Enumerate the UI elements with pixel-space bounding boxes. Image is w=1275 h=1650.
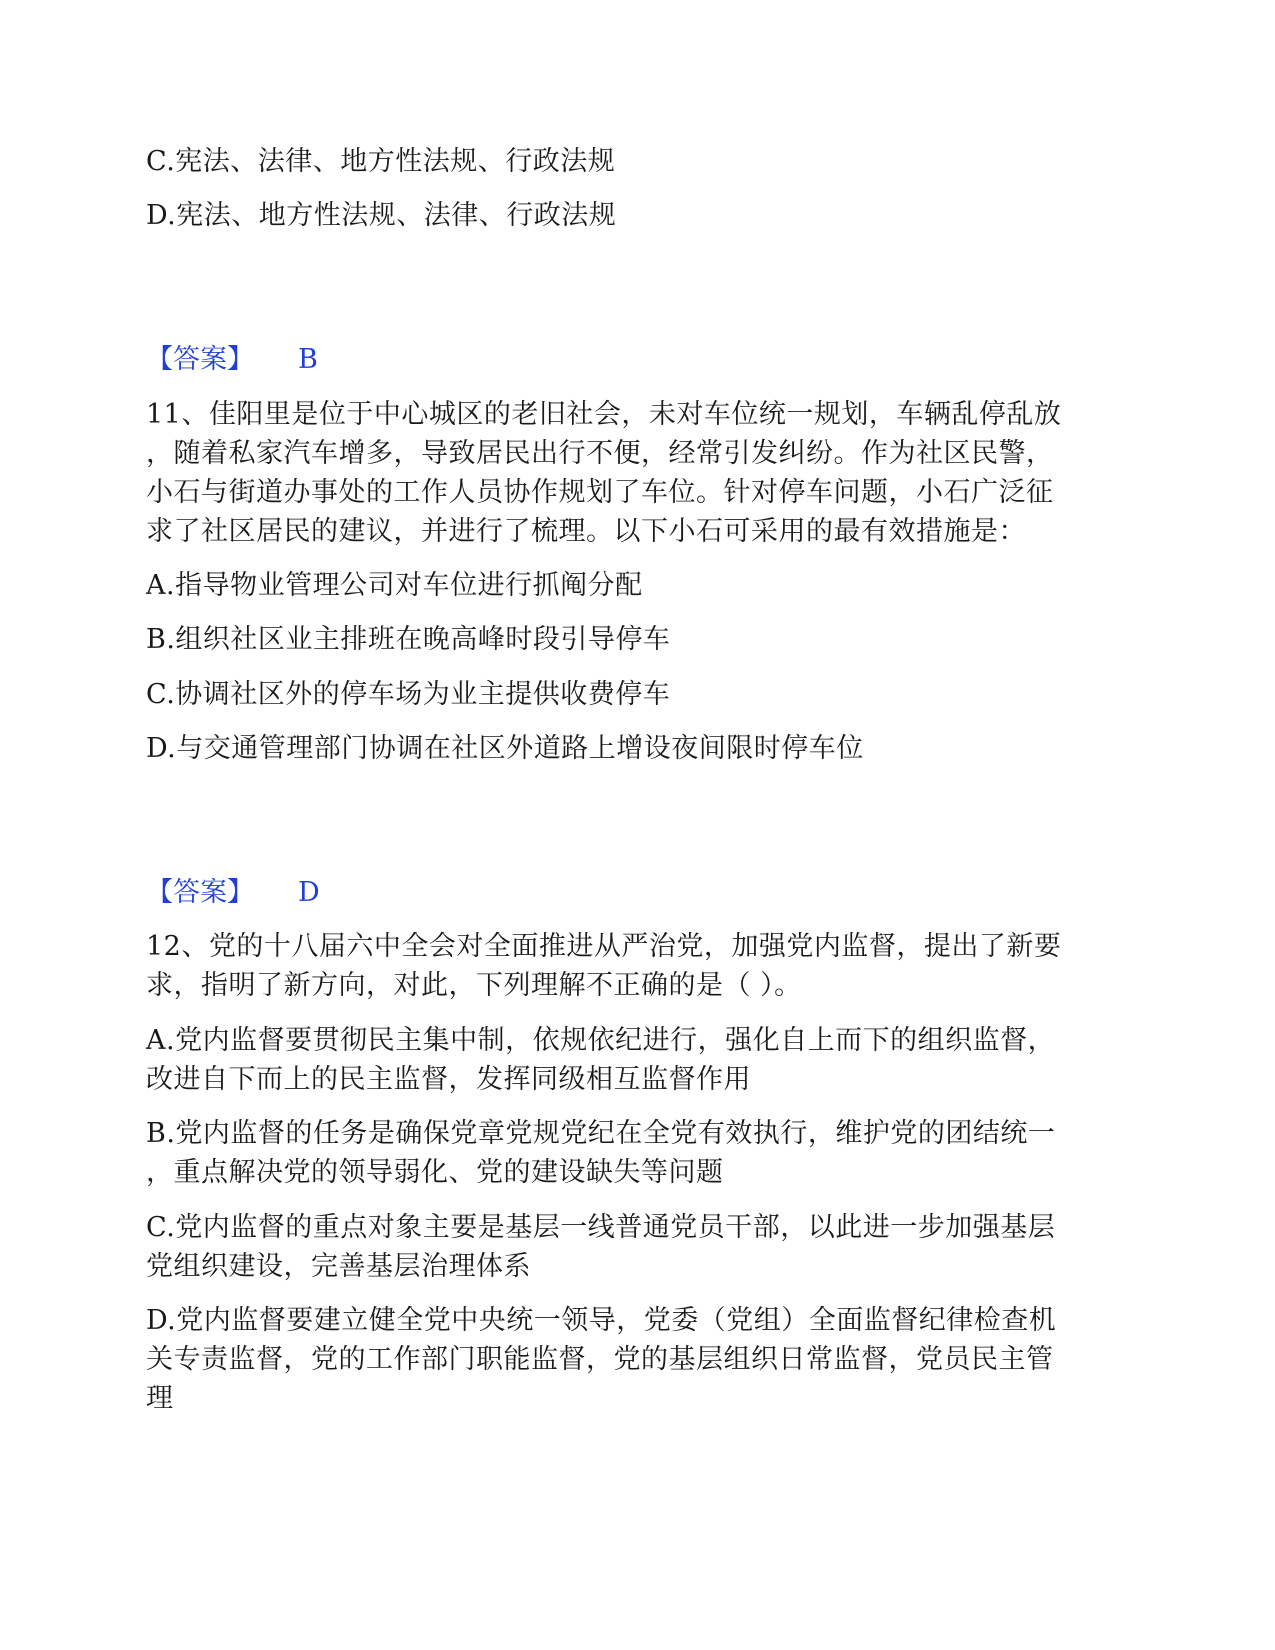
q12-stem-line-2: 求，指明了新方向，对此，下列理解不正确的是（ ）。 xyxy=(146,970,802,1001)
answer-10 xyxy=(146,340,318,380)
q12-option-a-line-1: A.党内监督要贯彻民主集中制，依规依纪进行，强化自上而下的组织监督， xyxy=(146,1025,1056,1056)
q12-option-c-line-2: 党组织建设，完善基层治理体系 xyxy=(146,1251,531,1282)
q10-option-c: C.宪法、法律、地方性法规、行政法规 xyxy=(146,146,616,177)
answer-11 xyxy=(146,873,320,913)
answer-label: 【答案】 xyxy=(146,344,254,375)
q12-option-c-line-1: C.党内监督的重点对象主要是基层一线普通党员干部，以此进一步加强基层 xyxy=(146,1212,1056,1243)
q12-stem-line-1: 12、党的十八届六中全会对全面推进从严治党，加强党内监督，提出了新要 xyxy=(146,931,1062,962)
q12-option-b-line-1: B.党内监督的任务是确保党章党规党纪在全党有效执行，维护党的团结统一 xyxy=(146,1118,1056,1149)
q11-stem-line-4: 求了社区居民的建议，并进行了梳理。以下小石可采用的最有效措施是： xyxy=(146,516,1026,547)
q12-option-d-line-2: 关专责监督，党的工作部门职能监督，党的基层组织日常监督，党员民主管 xyxy=(146,1344,1054,1375)
q11-option-b: B.组织社区业主排班在晚高峰时段引导停车 xyxy=(146,624,671,655)
q12-option-a-line-2: 改进自下而上的民主监督，发挥同级相互监督作用 xyxy=(146,1064,751,1095)
q11-stem-line-2: ，随着私家汽车增多，导致居民出行不便，经常引发纠纷。作为社区民警， xyxy=(146,438,1054,469)
q11-stem-line-3: 小石与街道办事处的工作人员协作规划了车位。针对停车问题，小石广泛征 xyxy=(146,477,1054,508)
q12-option-b-line-2: ，重点解决党的领导弱化、党的建设缺失等问题 xyxy=(146,1157,724,1188)
answer-label: 【答案】 xyxy=(146,877,254,908)
q11-option-d: D.与交通管理部门协调在社区外道路上增设夜间限时停车位 xyxy=(146,733,864,764)
q11-stem-line-1: 11、佳阳里是位于中心城区的老旧社会，未对车位统一规划，车辆乱停乱放 xyxy=(146,399,1062,430)
q11-option-c: C.协调社区外的停车场为业主提供收费停车 xyxy=(146,679,671,710)
q10-option-d: D.宪法、地方性法规、法律、行政法规 xyxy=(146,200,617,231)
q11-option-a: A.指导物业管理公司对车位进行抓阄分配 xyxy=(146,570,643,601)
q12-option-d-line-3: 理 xyxy=(146,1383,174,1414)
answer-value: D xyxy=(298,877,320,908)
q12-option-d-line-1: D.党内监督要建立健全党中央统一领导，党委（党组）全面监督纪律检查机 xyxy=(146,1305,1057,1336)
answer-value: B xyxy=(298,344,318,375)
